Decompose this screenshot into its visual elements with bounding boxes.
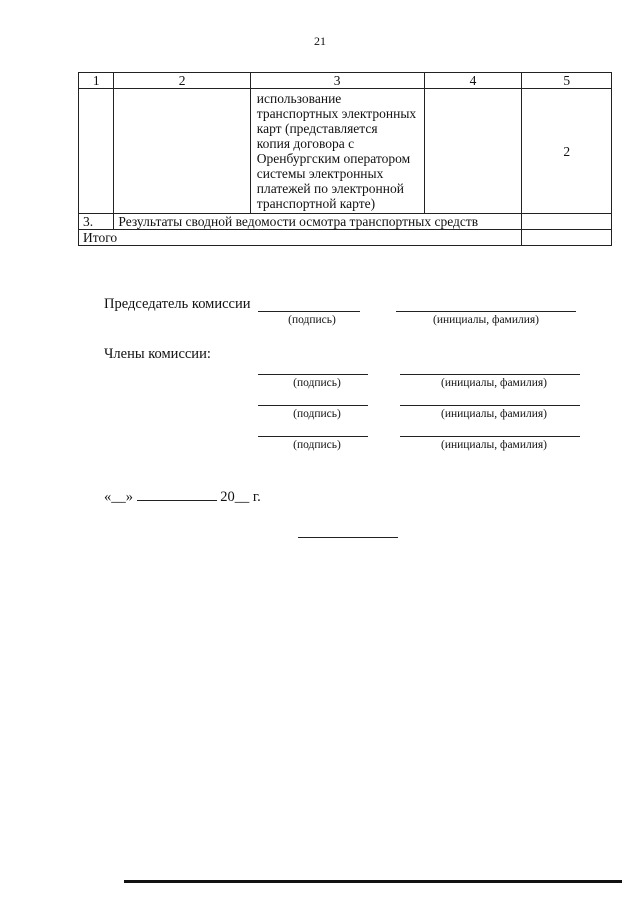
table-row	[79, 89, 612, 214]
header-col-4: 4	[424, 73, 522, 89]
total-label: Итого	[79, 230, 522, 246]
page-number: 21	[314, 34, 326, 48]
date-year-prefix: 20	[220, 489, 235, 505]
date-open-quote: «	[104, 489, 112, 505]
row-description: Результаты сводной ведомости осмотра транспортных средств	[114, 214, 522, 230]
date-close-quote: »	[125, 489, 133, 505]
table-row	[79, 214, 612, 230]
name-caption: (инициалы, фамилия)	[440, 439, 548, 451]
cell-empty	[114, 89, 250, 214]
header-col-3: 3	[250, 73, 424, 89]
criterion-line: использование	[256, 91, 342, 106]
member-signature-line	[258, 405, 368, 406]
member-name-line	[400, 436, 580, 437]
date-day-blank: __	[111, 489, 126, 505]
evaluation-table	[78, 72, 612, 246]
table-header-row	[79, 73, 612, 89]
total-value	[522, 230, 612, 246]
members-label: Члены комиссии:	[104, 346, 211, 362]
header-col-5: 5	[522, 73, 612, 89]
member-signature-line	[258, 436, 368, 437]
date-month-blank	[137, 488, 217, 501]
chairman-label: Председатель комиссии	[104, 296, 251, 312]
criterion-description	[250, 89, 424, 214]
signature-caption: (подпись)	[293, 408, 341, 420]
date-year-suffix: г.	[249, 489, 261, 505]
score-value: 2	[522, 89, 612, 214]
name-caption: (инициалы, фамилия)	[432, 314, 540, 326]
date-line	[104, 488, 261, 506]
footer-rule	[124, 880, 622, 883]
cell-empty	[424, 89, 522, 214]
signature-caption: (подпись)	[293, 439, 341, 451]
criterion-line: системы электронных	[256, 166, 384, 181]
criterion-line: платежей по электронной	[256, 181, 404, 196]
header-col-1: 1	[79, 73, 114, 89]
date-year-blank: __	[234, 489, 250, 505]
signature-caption: (подпись)	[293, 377, 341, 389]
member-name-line	[400, 405, 580, 406]
closing-divider	[298, 537, 398, 538]
criterion-line: Оренбургским оператором	[256, 151, 411, 166]
criterion-line: транспортных электронных	[256, 106, 417, 121]
signature-caption: (подпись)	[288, 314, 336, 326]
criterion-line: транспортной карте)	[256, 196, 376, 211]
criterion-line: копия договора с	[256, 136, 355, 151]
name-caption: (инициалы, фамилия)	[440, 377, 548, 389]
member-name-line	[400, 374, 580, 375]
cell-empty	[522, 214, 612, 230]
chairman-signature-line	[258, 311, 360, 312]
chairman-name-line	[396, 311, 576, 312]
cell-empty	[79, 89, 114, 214]
table-row	[79, 230, 612, 246]
name-caption: (инициалы, фамилия)	[440, 408, 548, 420]
header-col-2: 2	[114, 73, 250, 89]
member-signature-line	[258, 374, 368, 375]
criterion-line: карт (представляется	[256, 121, 378, 136]
row-number: 3.	[79, 214, 114, 230]
